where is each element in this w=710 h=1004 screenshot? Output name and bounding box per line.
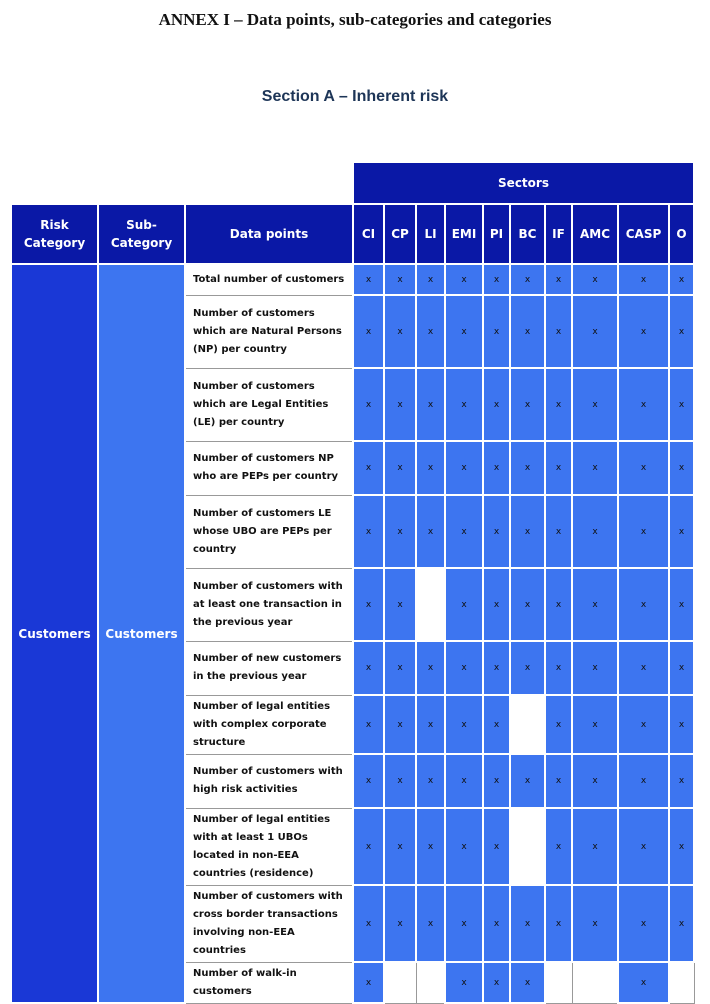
sector-mark-amc: x — [572, 885, 618, 962]
sector-mark-amc — [572, 962, 618, 1003]
sector-mark-li: x — [416, 808, 445, 885]
sector-mark-li — [416, 568, 445, 641]
sector-mark-o: x — [669, 808, 694, 885]
sector-mark-ci: x — [353, 441, 384, 495]
sector-mark-emi: x — [445, 962, 483, 1003]
sector-mark-emi: x — [445, 368, 483, 441]
sector-mark-o: x — [669, 754, 694, 808]
sector-mark-if: x — [545, 754, 572, 808]
sector-mark-casp: x — [618, 295, 669, 368]
data-point-label: Number of new customers in the previous year — [185, 641, 353, 695]
sector-mark-if: x — [545, 568, 572, 641]
sector-mark-bc: x — [510, 264, 545, 295]
data-point-label: Number of walk-in customers — [185, 962, 353, 1003]
sector-mark-li: x — [416, 295, 445, 368]
sector-mark-pi: x — [483, 568, 510, 641]
sector-header-bc: BC — [510, 204, 545, 264]
sector-mark-cp: x — [384, 885, 416, 962]
sector-mark-li: x — [416, 368, 445, 441]
sector-mark-bc: x — [510, 495, 545, 568]
data-point-label: Total number of customers — [185, 264, 353, 295]
sector-mark-emi: x — [445, 568, 483, 641]
sector-mark-li: x — [416, 695, 445, 754]
sector-mark-if: x — [545, 885, 572, 962]
data-point-label: Number of customers with high risk activities — [185, 754, 353, 808]
sector-header-casp: CASP — [618, 204, 669, 264]
sectors-header: Sectors — [353, 162, 694, 204]
data-points-table — [10, 161, 695, 1004]
sector-mark-amc: x — [572, 808, 618, 885]
sector-mark-casp: x — [618, 641, 669, 695]
sector-header-emi: EMI — [445, 204, 483, 264]
risk-category-cell: Customers — [11, 264, 98, 1003]
sector-mark-bc: x — [510, 568, 545, 641]
sector-mark-amc: x — [572, 695, 618, 754]
sector-mark-bc: x — [510, 441, 545, 495]
sub-category-header: Sub-Category — [98, 204, 185, 264]
sector-mark-emi: x — [445, 295, 483, 368]
sector-mark-bc: x — [510, 754, 545, 808]
sector-mark-if: x — [545, 441, 572, 495]
sector-mark-o: x — [669, 885, 694, 962]
sector-mark-cp: x — [384, 295, 416, 368]
sector-header-if: IF — [545, 204, 572, 264]
sector-mark-pi: x — [483, 368, 510, 441]
sector-mark-emi: x — [445, 808, 483, 885]
document-title: ANNEX I – Data points, sub-categories and categories — [158, 10, 552, 29]
sector-mark-li: x — [416, 441, 445, 495]
sector-mark-ci: x — [353, 885, 384, 962]
sector-mark-bc: x — [510, 641, 545, 695]
sector-mark-bc: x — [510, 295, 545, 368]
data-point-label: Number of customers NP who are PEPs per country — [185, 441, 353, 495]
sector-mark-emi: x — [445, 695, 483, 754]
sector-mark-cp — [384, 962, 416, 1003]
sector-mark-if: x — [545, 641, 572, 695]
data-point-label: Number of customers with cross border transactions involving non-EEA countries — [185, 885, 353, 962]
sector-mark-cp: x — [384, 368, 416, 441]
sector-mark-li: x — [416, 754, 445, 808]
sector-mark-casp: x — [618, 962, 669, 1003]
sector-mark-ci: x — [353, 368, 384, 441]
header-spacer — [11, 162, 353, 204]
sector-mark-li — [416, 962, 445, 1003]
sector-mark-cp: x — [384, 641, 416, 695]
sector-mark-pi: x — [483, 695, 510, 754]
sector-mark-pi: x — [483, 295, 510, 368]
sector-mark-o: x — [669, 264, 694, 295]
sector-mark-ci: x — [353, 754, 384, 808]
sector-mark-ci: x — [353, 568, 384, 641]
sector-mark-pi: x — [483, 885, 510, 962]
sector-mark-ci: x — [353, 695, 384, 754]
sector-mark-pi: x — [483, 441, 510, 495]
sector-mark-li: x — [416, 264, 445, 295]
sector-mark-ci: x — [353, 264, 384, 295]
sector-header-o: O — [669, 204, 694, 264]
data-point-label: Number of customers which are Natural Persons (NP) per country — [185, 295, 353, 368]
sector-mark-bc: x — [510, 962, 545, 1003]
sector-mark-bc: x — [510, 368, 545, 441]
data-points-header: Data points — [185, 204, 353, 264]
sector-mark-ci: x — [353, 641, 384, 695]
sector-mark-emi: x — [445, 641, 483, 695]
sector-mark-amc: x — [572, 295, 618, 368]
sector-mark-cp: x — [384, 754, 416, 808]
sector-mark-emi: x — [445, 264, 483, 295]
sector-mark-pi: x — [483, 264, 510, 295]
sector-mark-cp: x — [384, 441, 416, 495]
sector-mark-casp: x — [618, 885, 669, 962]
sector-mark-li: x — [416, 885, 445, 962]
sector-mark-casp: x — [618, 754, 669, 808]
sector-mark-amc: x — [572, 754, 618, 808]
data-point-label: Number of legal entities with complex corporate structure — [185, 695, 353, 754]
sector-mark-cp: x — [384, 495, 416, 568]
sector-mark-pi: x — [483, 495, 510, 568]
sector-mark-ci: x — [353, 295, 384, 368]
sector-mark-emi: x — [445, 754, 483, 808]
sector-mark-if: x — [545, 368, 572, 441]
sector-mark-cp: x — [384, 568, 416, 641]
sector-header-pi: PI — [483, 204, 510, 264]
sector-header-li: LI — [416, 204, 445, 264]
sector-mark-ci: x — [353, 495, 384, 568]
sector-mark-ci: x — [353, 808, 384, 885]
sector-mark-amc: x — [572, 495, 618, 568]
sector-mark-ci: x — [353, 962, 384, 1003]
sector-mark-pi: x — [483, 808, 510, 885]
sector-mark-casp: x — [618, 368, 669, 441]
sector-mark-if: x — [545, 808, 572, 885]
sector-mark-cp: x — [384, 695, 416, 754]
sector-mark-li: x — [416, 495, 445, 568]
sector-mark-o: x — [669, 568, 694, 641]
sector-mark-pi: x — [483, 754, 510, 808]
sector-mark-pi: x — [483, 962, 510, 1003]
sector-mark-casp: x — [618, 808, 669, 885]
sector-mark-li: x — [416, 641, 445, 695]
sector-mark-emi: x — [445, 441, 483, 495]
sector-mark-o: x — [669, 295, 694, 368]
sector-mark-casp: x — [618, 495, 669, 568]
sector-mark-amc: x — [572, 368, 618, 441]
sector-mark-cp: x — [384, 808, 416, 885]
sector-header-amc: AMC — [572, 204, 618, 264]
sector-mark-cp: x — [384, 264, 416, 295]
sector-mark-casp: x — [618, 568, 669, 641]
sector-mark-amc: x — [572, 441, 618, 495]
sector-mark-o — [669, 962, 694, 1003]
sector-mark-o: x — [669, 641, 694, 695]
table-row — [11, 264, 694, 295]
sector-mark-o: x — [669, 368, 694, 441]
sector-mark-o: x — [669, 695, 694, 754]
sector-mark-if: x — [545, 264, 572, 295]
section-title: Section A – Inherent risk — [261, 88, 449, 105]
data-point-label: Number of customers with at least one transaction in the previous year — [185, 568, 353, 641]
sector-mark-pi: x — [483, 641, 510, 695]
sector-mark-if — [545, 962, 572, 1003]
sector-mark-amc: x — [572, 641, 618, 695]
sector-mark-bc: x — [510, 885, 545, 962]
data-point-label: Number of customers LE whose UBO are PEPs per country — [185, 495, 353, 568]
sector-mark-o: x — [669, 495, 694, 568]
sector-mark-if: x — [545, 495, 572, 568]
sector-mark-bc — [510, 695, 545, 754]
sector-mark-casp: x — [618, 264, 669, 295]
sector-header-cp: CP — [384, 204, 416, 264]
sector-mark-emi: x — [445, 885, 483, 962]
sector-mark-if: x — [545, 295, 572, 368]
risk-category-header: Risk Category — [11, 204, 98, 264]
sector-mark-casp: x — [618, 441, 669, 495]
data-point-label: Number of customers which are Legal Entities (LE) per country — [185, 368, 353, 441]
sector-header-ci: CI — [353, 204, 384, 264]
sector-mark-if: x — [545, 695, 572, 754]
sector-mark-emi: x — [445, 495, 483, 568]
sector-mark-bc — [510, 808, 545, 885]
sector-mark-amc: x — [572, 264, 618, 295]
data-point-label: Number of legal entities with at least 1 UBOs located in non-EEA countries (residence) — [185, 808, 353, 885]
sector-mark-casp: x — [618, 695, 669, 754]
sector-mark-amc: x — [572, 568, 618, 641]
sub-category-cell: Customers — [98, 264, 185, 1003]
sector-mark-o: x — [669, 441, 694, 495]
